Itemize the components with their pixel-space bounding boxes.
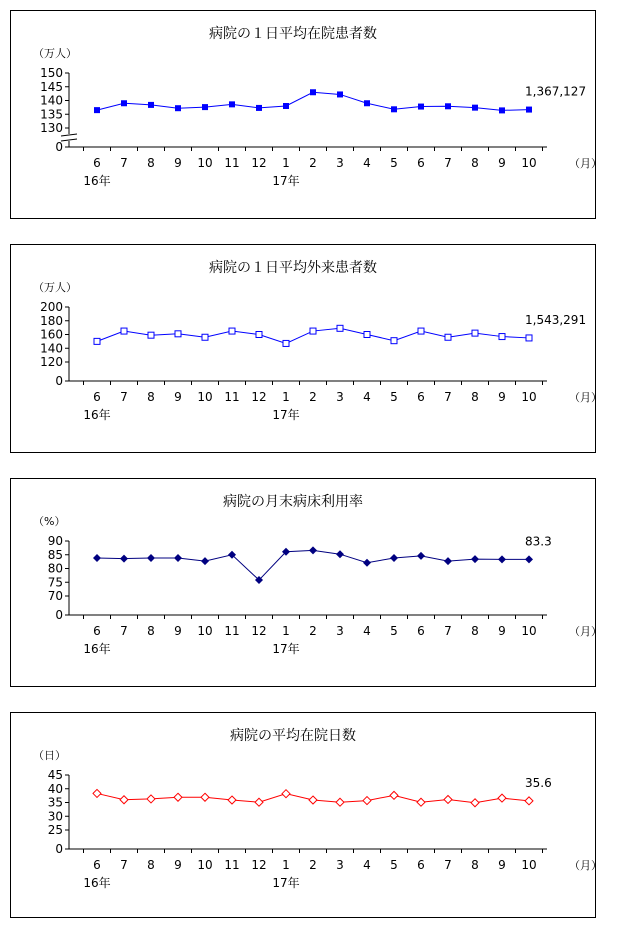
end-value-label: 1,367,127 xyxy=(525,84,587,99)
x-tick-label: 10 xyxy=(521,858,537,872)
year-label: 16年 xyxy=(83,642,111,656)
x-tick-label: 1 xyxy=(282,858,290,872)
x-tick-label: 12 xyxy=(251,858,267,872)
data-point xyxy=(525,555,533,563)
x-tick-label: 4 xyxy=(363,156,371,170)
data-point xyxy=(94,338,100,344)
data-point xyxy=(336,550,344,558)
data-point xyxy=(174,793,182,801)
x-tick-label: 6 xyxy=(417,156,425,170)
data-point xyxy=(175,105,181,111)
data-point xyxy=(418,104,424,110)
chart-svg xyxy=(11,713,602,917)
y-unit-label: （%） xyxy=(33,515,66,528)
data-point xyxy=(498,555,506,563)
data-point xyxy=(147,554,155,562)
chart-title: 病院の１日平均在院患者数 xyxy=(209,26,377,42)
month-unit-label: （月） xyxy=(569,391,602,404)
data-point xyxy=(526,107,532,113)
x-tick-label: 8 xyxy=(147,390,155,404)
x-tick-label: 6 xyxy=(93,624,101,638)
x-tick-label: 8 xyxy=(471,156,479,170)
x-tick-label: 12 xyxy=(251,156,267,170)
data-point xyxy=(471,799,479,807)
data-point xyxy=(256,332,262,338)
data-point xyxy=(93,789,101,797)
y-tick-label: 75 xyxy=(47,575,63,590)
x-tick-label: 7 xyxy=(120,390,128,404)
x-tick-label: 1 xyxy=(282,624,290,638)
data-point xyxy=(309,796,317,804)
x-tick-label: 3 xyxy=(336,624,344,638)
x-tick-label: 5 xyxy=(390,390,398,404)
data-point xyxy=(418,328,424,334)
x-tick-label: 10 xyxy=(197,858,213,872)
data-point xyxy=(283,340,289,346)
x-tick-label: 7 xyxy=(120,858,128,872)
year-label: 17年 xyxy=(272,642,300,656)
x-tick-label: 9 xyxy=(174,156,182,170)
data-point xyxy=(94,107,100,113)
x-tick-label: 4 xyxy=(363,858,371,872)
data-point xyxy=(148,102,154,108)
x-tick-label: 2 xyxy=(309,390,317,404)
data-point xyxy=(256,105,262,111)
x-tick-label: 2 xyxy=(309,858,317,872)
y-tick-label: 35 xyxy=(47,795,63,810)
x-tick-label: 9 xyxy=(498,858,506,872)
x-tick-label: 9 xyxy=(498,156,506,170)
data-point xyxy=(310,328,316,334)
month-unit-label: （月） xyxy=(569,859,602,872)
y-tick-label: 150 xyxy=(40,66,63,80)
y-tick-label: 120 xyxy=(40,355,63,369)
data-point xyxy=(283,103,289,109)
data-point xyxy=(417,552,425,560)
x-tick-label: 4 xyxy=(363,390,371,404)
data-point xyxy=(364,332,370,338)
data-point xyxy=(202,104,208,110)
x-tick-label: 10 xyxy=(521,390,537,404)
x-tick-label: 7 xyxy=(120,624,128,638)
x-tick-label: 11 xyxy=(224,624,240,638)
data-point xyxy=(148,332,154,338)
data-point xyxy=(121,328,127,334)
data-point xyxy=(525,797,533,805)
x-tick-label: 3 xyxy=(336,156,344,170)
data-point xyxy=(471,555,479,563)
x-tick-label: 11 xyxy=(224,858,240,872)
data-point xyxy=(498,794,506,802)
x-tick-label: 4 xyxy=(363,624,371,638)
x-tick-label: 7 xyxy=(120,156,128,170)
y-tick-label: 135 xyxy=(40,107,63,122)
chart-title: 病院の１日平均外来患者数 xyxy=(209,260,377,276)
data-point xyxy=(390,554,398,562)
data-point xyxy=(391,106,397,112)
chart-title: 病院の月末病床利用率 xyxy=(223,494,363,510)
end-value-label: 1,543,291 xyxy=(525,312,587,327)
chart-panel-bed-utilization xyxy=(10,478,602,687)
x-tick-label: 3 xyxy=(336,390,344,404)
x-tick-label: 1 xyxy=(282,390,290,404)
y-tick-label: 80 xyxy=(47,561,63,576)
month-unit-label: （月） xyxy=(569,157,602,170)
y-tick-label: 90 xyxy=(47,534,63,548)
data-point xyxy=(310,89,316,95)
x-tick-label: 8 xyxy=(147,624,155,638)
y-unit-label: （万人） xyxy=(33,281,77,294)
x-tick-label: 1 xyxy=(282,156,290,170)
data-point xyxy=(201,793,209,801)
chart-panel-inpatients xyxy=(10,10,602,219)
axis-break-mark xyxy=(61,139,77,141)
x-tick-label: 7 xyxy=(444,390,452,404)
y-tick-label: 0 xyxy=(55,140,63,154)
x-tick-label: 6 xyxy=(93,156,101,170)
x-tick-label: 11 xyxy=(224,390,240,404)
y-tick-label: 145 xyxy=(40,79,63,94)
x-tick-label: 5 xyxy=(390,624,398,638)
y-tick-label: 30 xyxy=(47,809,63,824)
x-tick-label: 10 xyxy=(197,624,213,638)
data-point xyxy=(309,546,317,554)
year-label: 17年 xyxy=(272,174,300,188)
series-line xyxy=(97,550,529,580)
data-point xyxy=(337,325,343,331)
x-tick-label: 5 xyxy=(390,858,398,872)
x-tick-label: 6 xyxy=(417,858,425,872)
x-tick-label: 8 xyxy=(471,390,479,404)
data-point xyxy=(445,334,451,340)
data-point xyxy=(391,338,397,344)
x-tick-label: 5 xyxy=(390,156,398,170)
chart-svg xyxy=(11,245,602,452)
x-tick-label: 11 xyxy=(224,156,240,170)
data-point xyxy=(229,101,235,107)
data-point xyxy=(337,91,343,97)
x-tick-label: 10 xyxy=(521,156,537,170)
y-unit-label: （万人） xyxy=(33,47,77,60)
data-point xyxy=(336,798,344,806)
chart-panel-average-stay xyxy=(10,712,602,918)
x-tick-label: 9 xyxy=(498,390,506,404)
data-point xyxy=(390,791,398,799)
x-tick-label: 8 xyxy=(471,858,479,872)
data-point xyxy=(363,797,371,805)
year-label: 16年 xyxy=(83,408,111,422)
y-tick-label: 0 xyxy=(55,608,63,622)
x-tick-label: 8 xyxy=(147,858,155,872)
data-point xyxy=(526,335,532,341)
data-point xyxy=(444,795,452,803)
x-tick-label: 7 xyxy=(444,624,452,638)
data-point xyxy=(255,798,263,806)
data-point xyxy=(201,557,209,565)
x-tick-label: 2 xyxy=(309,156,317,170)
x-tick-label: 9 xyxy=(174,624,182,638)
y-tick-label: 180 xyxy=(40,313,63,328)
data-point xyxy=(228,796,236,804)
y-tick-label: 85 xyxy=(47,547,63,562)
data-point xyxy=(364,100,370,106)
month-unit-label: （月） xyxy=(569,625,602,638)
data-point xyxy=(282,790,290,798)
y-tick-label: 25 xyxy=(47,823,63,837)
year-label: 17年 xyxy=(272,408,300,422)
x-tick-label: 12 xyxy=(251,390,267,404)
y-tick-label: 0 xyxy=(55,842,63,856)
x-tick-label: 12 xyxy=(251,624,267,638)
data-point xyxy=(120,796,128,804)
x-tick-label: 10 xyxy=(197,156,213,170)
y-tick-label: 160 xyxy=(40,327,63,342)
axis-break-mark xyxy=(61,134,77,136)
y-tick-label: 40 xyxy=(47,781,63,796)
x-tick-label: 6 xyxy=(93,858,101,872)
data-point xyxy=(499,334,505,340)
data-point xyxy=(229,328,235,334)
data-point xyxy=(417,798,425,806)
y-tick-label: 70 xyxy=(47,589,63,603)
data-point xyxy=(472,105,478,111)
x-tick-label: 3 xyxy=(336,858,344,872)
end-value-label: 35.6 xyxy=(525,775,552,790)
data-point xyxy=(444,557,452,565)
x-tick-label: 6 xyxy=(93,390,101,404)
data-point xyxy=(121,100,127,106)
x-tick-label: 7 xyxy=(444,858,452,872)
year-label: 17年 xyxy=(272,876,300,890)
data-point xyxy=(202,334,208,340)
y-tick-label: 140 xyxy=(40,341,63,356)
y-tick-label: 200 xyxy=(40,300,63,314)
x-tick-label: 9 xyxy=(174,390,182,404)
x-tick-label: 8 xyxy=(471,624,479,638)
data-point xyxy=(93,554,101,562)
data-point xyxy=(363,559,371,567)
data-point xyxy=(120,555,128,563)
x-tick-label: 7 xyxy=(444,156,452,170)
data-point xyxy=(499,107,505,113)
x-tick-label: 9 xyxy=(498,624,506,638)
data-point xyxy=(472,330,478,336)
y-unit-label: （日） xyxy=(33,749,66,762)
x-tick-label: 6 xyxy=(417,390,425,404)
chart-svg xyxy=(11,479,602,686)
end-value-label: 83.3 xyxy=(525,534,552,549)
data-point xyxy=(174,554,182,562)
x-tick-label: 10 xyxy=(197,390,213,404)
year-label: 16年 xyxy=(83,876,111,890)
year-label: 16年 xyxy=(83,174,111,188)
chart-svg xyxy=(11,11,602,218)
y-tick-label: 0 xyxy=(55,374,63,388)
data-point xyxy=(175,331,181,337)
x-tick-label: 6 xyxy=(417,624,425,638)
data-point xyxy=(445,103,451,109)
y-tick-label: 140 xyxy=(40,93,63,108)
data-point xyxy=(147,795,155,803)
chart-panel-outpatients xyxy=(10,244,602,453)
x-tick-label: 10 xyxy=(521,624,537,638)
chart-title: 病院の平均在院日数 xyxy=(230,728,356,744)
y-tick-label: 130 xyxy=(40,121,63,135)
y-tick-label: 45 xyxy=(47,768,63,782)
x-tick-label: 8 xyxy=(147,156,155,170)
x-tick-label: 9 xyxy=(174,858,182,872)
x-tick-label: 2 xyxy=(309,624,317,638)
